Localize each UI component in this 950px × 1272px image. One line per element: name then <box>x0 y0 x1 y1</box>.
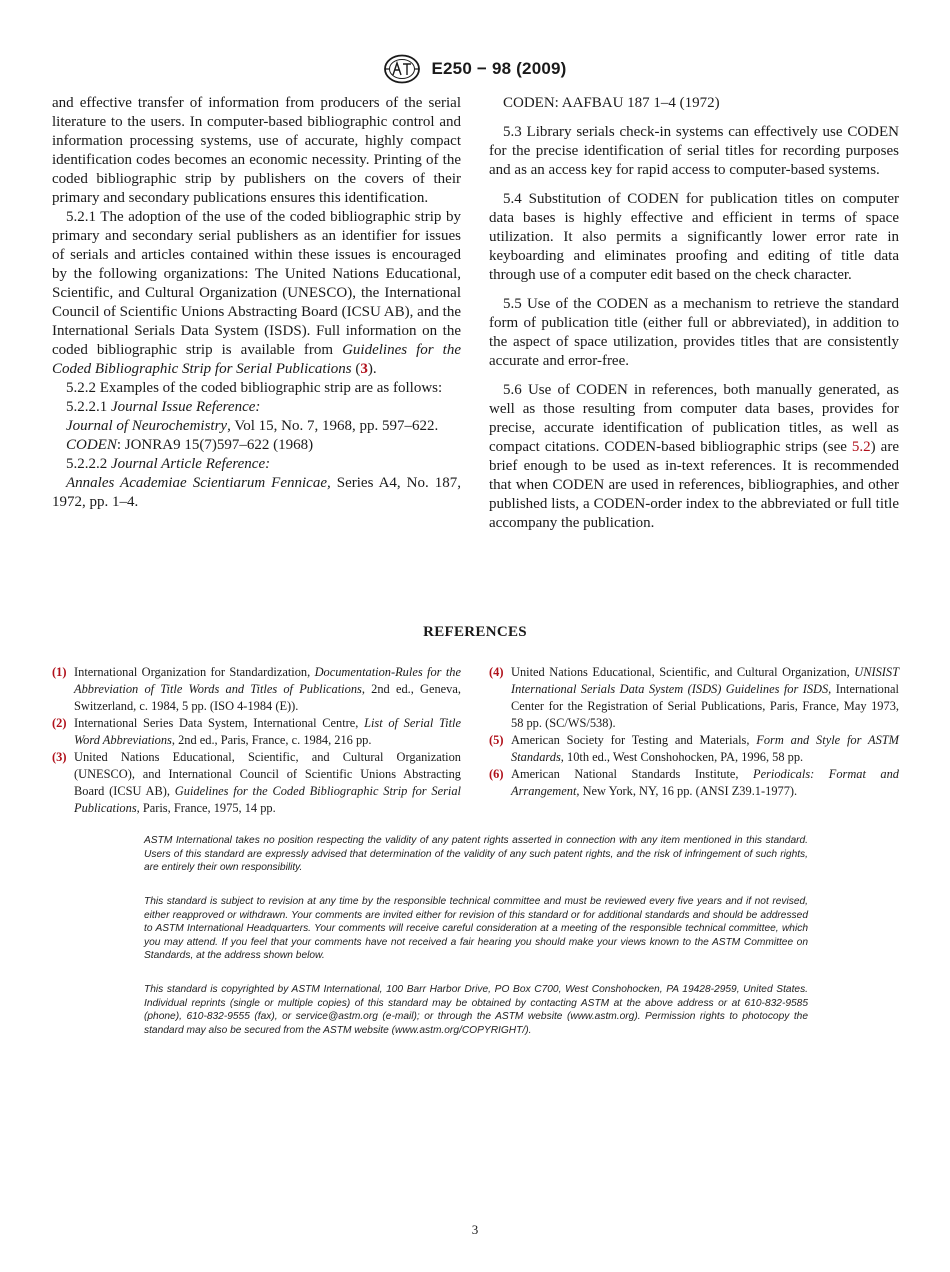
paragraph-5-5: 5.5 Use of the CODEN as a mechanism to retrieve the standard form of publication title (either full or abbreviated), in addition to the aspect of space utilization, provides titles that are consistently accurate and error-free. <box>489 296 899 369</box>
page-number: 3 <box>471 1222 479 1237</box>
paragraph-5-2-2-2: 5.2.2.2 Journal Article Reference: <box>66 456 271 472</box>
reference-item: (4) United Nations Educational, Scientific, and Cultural Organization, UNISIST International Serials Data System (ISDS) Guidelines for ISDS, International Center for the Registration of Serial Publications, Paris, France, May 1973, 58 pp. (SC/WS/538). <box>489 665 899 730</box>
right-column <box>489 94 899 543</box>
paragraph-5-2-1: 5.2.1 The adoption of the use of the coded bibliographic strip by primary and secondary serial publishers as an identifier for issues of serials and articles contained within these issues is encouraged by the following organizations: The United Nations Educational, Scientific, and Cultural Organization (UNESCO), the International Council of Scientific Unions Abstracting Board (ICSU AB), and the International Serials Data System (ISDS). Full information on the coded bibliographic strip is available from Guidelines for the Coded Bibliographic Strip for Serial Publications (3). <box>52 209 461 377</box>
revision-notice: This standard is subject to revision at any time by the responsible technical committee and must be reviewed every five years and if not revised, either reapproved or withdrawn. Your comments are invited either for revision of this standard or for additional standards and should be addressed to ASTM International Headquarters. Your comments will receive careful consideration at a meeting of the responsible technical committee, which you may attend. If you feel that your comments have not received a fair hearing you should make your views known to the ASTM Committee on Standards, at the address shown below. <box>144 896 808 961</box>
page-header <box>0 54 950 84</box>
left-column <box>52 94 461 512</box>
paragraph-continuation: and effective transfer of information from producers of the serial literature to the users. In computer-based bibliographic control and information processing systems, use of accurate, highly compact identification codes becomes an economic necessity. Printing of the coded bibliographic strip by publishers on the covers of their primary and secondary publications ensures this identification. <box>52 95 461 206</box>
copyright-notice: This standard is copyrighted by ASTM International, 100 Barr Harbor Drive, PO Box C700, West Conshohocken, PA 19428-2959, United States. Individual reprints (single or multiple copies) of this standard may be obtained by contacting ASTM at the above address or at 610-832-9585 (phone), 610-832-9555 (fax), or service@astm.org (e-mail); or through the ASTM website (www.astm.org). Permission rights to photocopy the standard may also be secured from the ASTM website (www.astm.org/COPYRIGHT/). <box>144 984 808 1036</box>
reference-item: (6) American National Standards Institute, Periodicals: Format and Arrangement, New York, NY, 16 pp. (ANSI Z39.1-1977). <box>489 767 899 798</box>
references-right-column <box>489 664 899 800</box>
journal-article-example: Annales Academiae Scientiarum Fennicae, Series A4, No. 187, 1972, pp. 1–4. <box>52 475 462 510</box>
section-link-5-2[interactable]: 5.2 <box>851 439 871 455</box>
coden-example: CODEN: JONRA9 15(7)597–622 (1968) <box>66 437 314 453</box>
document-designation: E250 − 98 (2009) <box>431 59 567 78</box>
paragraph-5-3: 5.3 Library serials check-in systems can effectively use CODEN for the precise identification of serial titles for recording purposes and as an access key for rapid access to computer-based systems. <box>489 124 899 178</box>
reference-item: (5) American Society for Testing and Materials, Form and Style for ASTM Standards, 10th ed., West Conshohocken, PA, 1996, 58 pp. <box>489 733 899 764</box>
paragraph-5-6: 5.6 Use of CODEN in references, both manually generated, as well as those resulting from computer data bases, provides for precise, accurate identification of publication titles, as well as compact citations. CODEN-based bibliographic strips (see 5.2) are brief enough to be used as in-text references. It is recommended that when CODEN are used in references, bibliographies, and other published lists, a CODEN-order index to the abbreviated or full title accompany the publication. <box>489 382 899 531</box>
guidelines-title: Guidelines for the Coded Bibliographic Strip for Serial Publications <box>52 342 461 377</box>
astm-logo-icon <box>383 54 421 84</box>
references-left-column <box>52 664 461 817</box>
reference-item: (1) International Organization for Standardization, Documentation-Rules for the Abbreviation of Title Words and Titles of Publications, 2nd ed., Geneva, Switzerland, c. 1984, 5 pp. (ISO 4-1984 (E)). <box>52 665 461 713</box>
paragraph-5-4: 5.4 Substitution of CODEN for publication titles on computer data bases is highly effective and efficient in terms of space utilization. It also permits a significantly lower error rate in keyboarding and eliminates proofing and editing of title data through use of a computer edit based on the check character. <box>489 191 899 283</box>
coden-line: CODEN: AAFBAU 187 1–4 (1972) <box>503 95 720 111</box>
reference-link-3[interactable]: 3 <box>360 361 368 377</box>
paragraph-5-2-2: 5.2.2 Examples of the coded bibliographic strip are as follows: <box>66 380 443 396</box>
patent-notice: ASTM International takes no position respecting the validity of any patent rights asserted in connection with any item mentioned in this standard. Users of this standard are expressly advised that determination of the validity of any such patent rights, and the risk of infringement of such rights, are entirely their own responsibility. <box>144 835 808 873</box>
reference-item: (2) International Series Data System, International Centre, List of Serial Title Word Abbreviations, 2nd ed., Paris, France, c. 1984, 216 pp. <box>52 716 461 747</box>
paragraph-5-2-2-1: 5.2.2.1 Journal Issue Reference: <box>66 399 261 415</box>
journal-issue-example: Journal of Neurochemistry, Vol 15, No. 7, 1968, pp. 597–622. <box>66 418 439 434</box>
references-heading: REFERENCES <box>423 624 527 640</box>
reference-item: (3) United Nations Educational, Scientific, and Cultural Organization (UNESCO), and International Council of Scientific Unions Abstracting Board (ICSU AB), Guidelines for the Coded Bibliographic Strip for Serial Publications, Paris, France, 1975, 14 pp. <box>52 750 461 815</box>
